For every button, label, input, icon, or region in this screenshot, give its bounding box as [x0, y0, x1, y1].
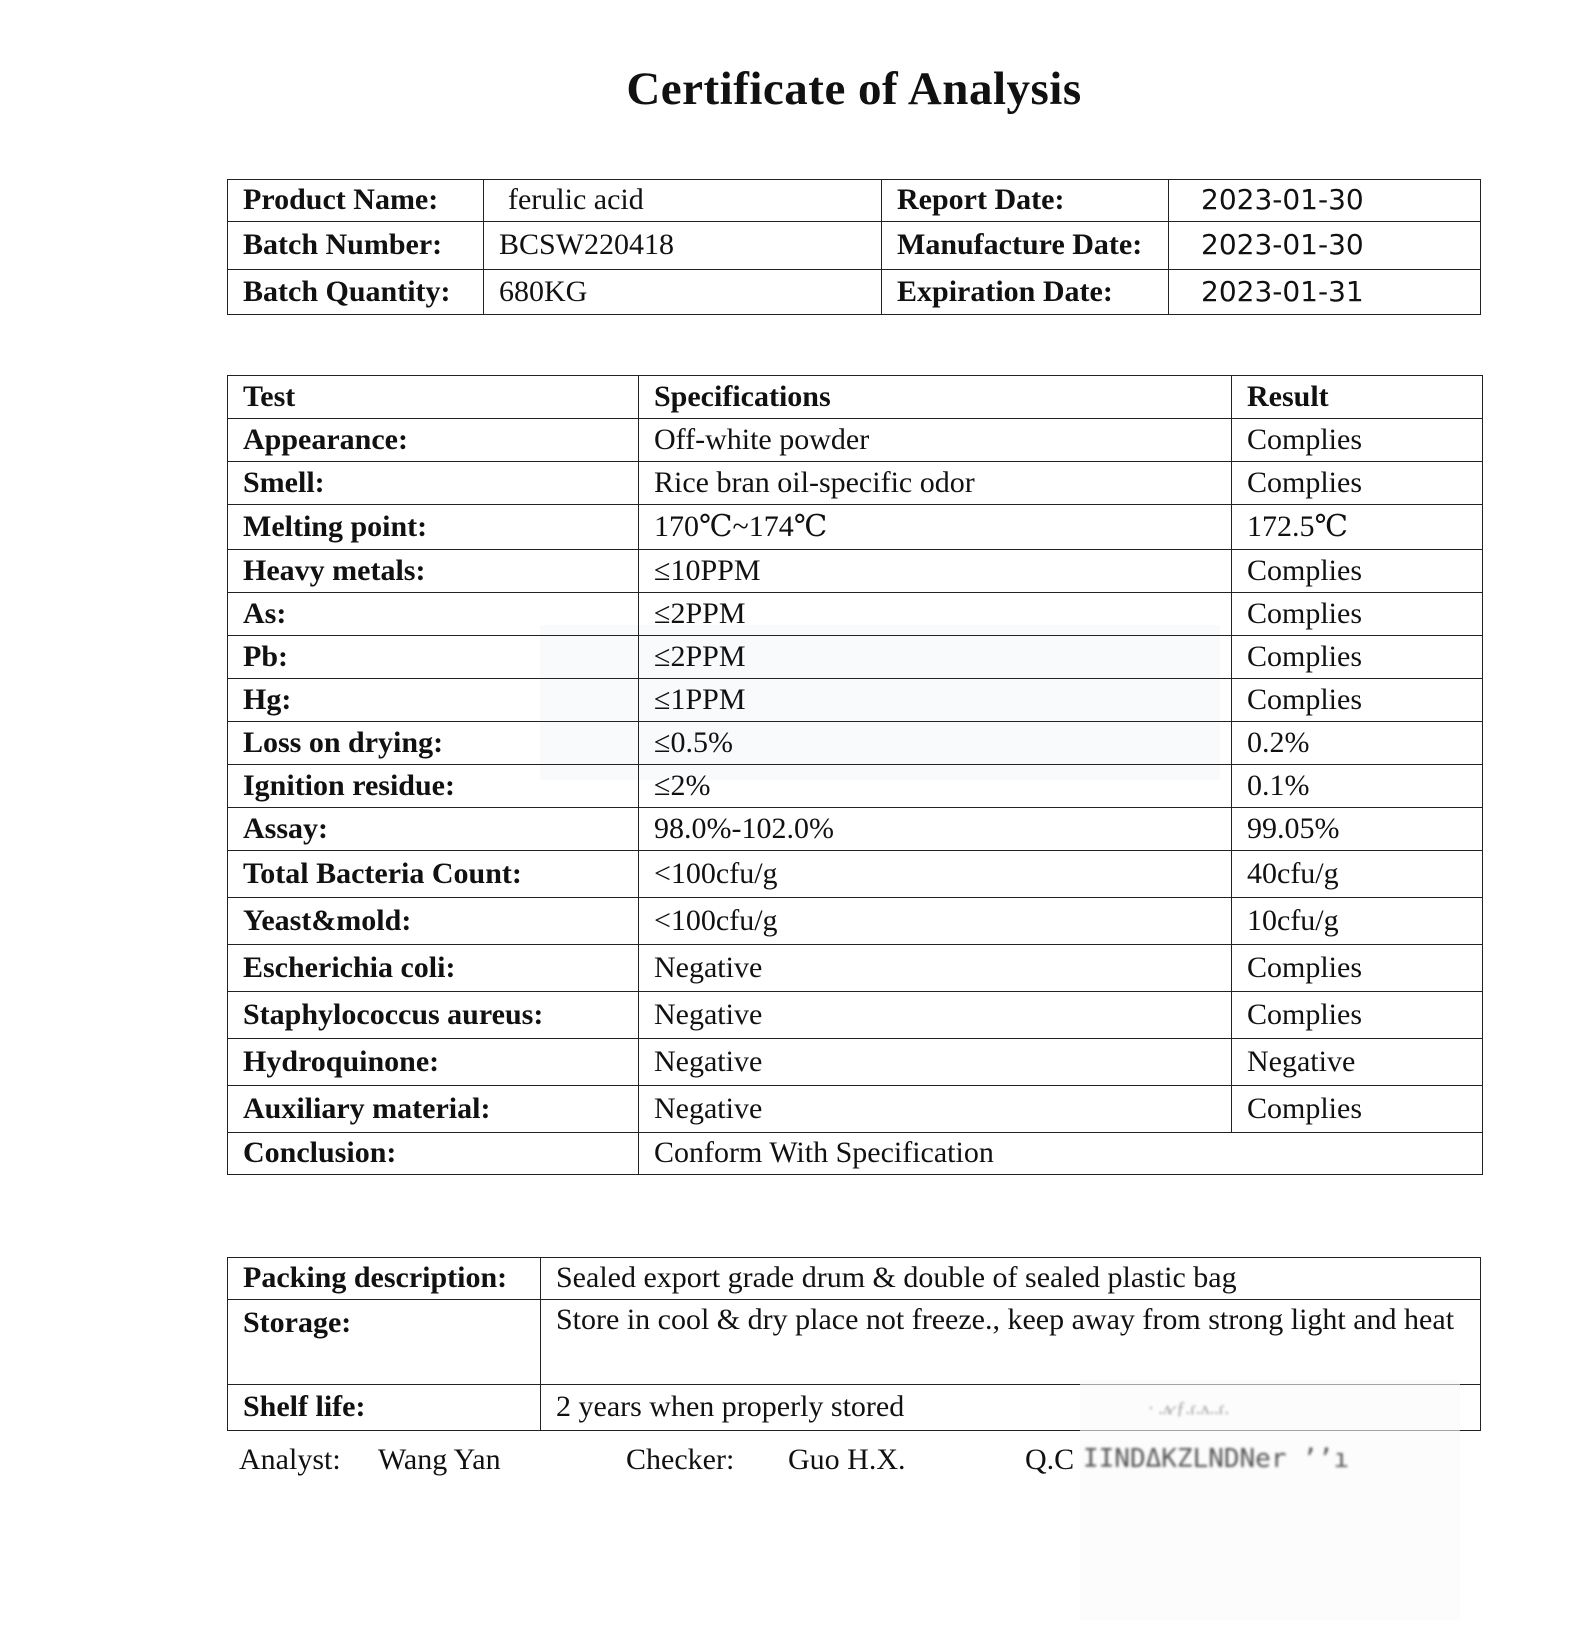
- shelf-life-signature: · .ʌ̷ ƒ.ɾ.ʌ..ɾ.: [1148, 1398, 1229, 1418]
- info-label: Manufacture Date:: [882, 222, 1169, 270]
- table-row: [228, 851, 1483, 898]
- test-spec: ≤1PPM: [639, 679, 1232, 722]
- table-row: [228, 765, 1483, 808]
- table-row: [228, 1039, 1483, 1086]
- test-spec: Negative: [639, 1086, 1232, 1133]
- table-row: [228, 593, 1483, 636]
- test-name: Yeast&mold:: [228, 898, 639, 945]
- test-name: Staphylococcus aureus:: [228, 992, 639, 1039]
- test-result: Complies: [1232, 550, 1483, 593]
- test-spec: ≤2PPM: [639, 593, 1232, 636]
- test-spec: Negative: [639, 1039, 1232, 1086]
- test-result: Complies: [1232, 462, 1483, 505]
- test-name: Auxiliary material:: [228, 1086, 639, 1133]
- batch-quantity-value: 680KG: [484, 270, 882, 315]
- test-result: 172.5℃: [1232, 505, 1483, 550]
- test-spec: <100cfu/g: [639, 898, 1232, 945]
- signature-stamp-area: [1080, 1380, 1460, 1620]
- table-row: [228, 505, 1483, 550]
- column-header: Test: [228, 376, 639, 419]
- test-result: 10cfu/g: [1232, 898, 1483, 945]
- test-name: Heavy metals:: [228, 550, 639, 593]
- test-spec: ≤2%: [639, 765, 1232, 808]
- manufacture-date-value: 2023-01-30: [1169, 222, 1481, 270]
- test-name: As:: [228, 593, 639, 636]
- table-row: [228, 722, 1483, 765]
- conclusion-label: Conclusion:: [228, 1133, 639, 1175]
- info-label: Product Name:: [228, 180, 484, 222]
- test-result: Complies: [1232, 679, 1483, 722]
- packing-label: Packing description:: [228, 1258, 541, 1300]
- test-name: Assay:: [228, 808, 639, 851]
- test-result: 0.1%: [1232, 765, 1483, 808]
- test-spec: 98.0%-102.0%: [639, 808, 1232, 851]
- test-spec: Off-white powder: [639, 419, 1232, 462]
- test-name: Smell:: [228, 462, 639, 505]
- storage-row: [228, 1300, 1481, 1385]
- info-label: Expiration Date:: [882, 270, 1169, 315]
- table-row: [228, 679, 1483, 722]
- qc-label: Q.C: [1025, 1443, 1075, 1476]
- conclusion-row: [228, 1133, 1483, 1175]
- test-result: 99.05%: [1232, 808, 1483, 851]
- test-results-table: [227, 375, 1483, 1175]
- table-row: [228, 992, 1483, 1039]
- storage-label: Storage:: [228, 1300, 541, 1385]
- test-spec: Rice bran oil-specific odor: [639, 462, 1232, 505]
- analyst-label: Analyst:: [239, 1443, 341, 1476]
- column-header: Result: [1232, 376, 1483, 419]
- batch-number-value: BCSW220418: [484, 222, 882, 270]
- header-row: [228, 376, 1483, 419]
- test-spec: ≤10PPM: [639, 550, 1232, 593]
- table-row: [228, 1086, 1483, 1133]
- test-result: Complies: [1232, 593, 1483, 636]
- analyst-name: Wang Yan: [378, 1443, 501, 1476]
- test-result: Complies: [1232, 1086, 1483, 1133]
- test-spec: Negative: [639, 992, 1232, 1039]
- product-name-value: ferulic acid: [484, 180, 882, 222]
- checker-name: Guo H.X.: [788, 1443, 906, 1476]
- packing-row: [228, 1258, 1481, 1300]
- table-row: [228, 550, 1483, 593]
- info-label: Batch Quantity:: [228, 270, 484, 315]
- test-name: Escherichia coli:: [228, 945, 639, 992]
- packing-value: Sealed export grade drum & double of sealed plastic bag: [541, 1258, 1481, 1300]
- table-row: [228, 898, 1483, 945]
- test-result: 0.2%: [1232, 722, 1483, 765]
- info-label: Report Date:: [882, 180, 1169, 222]
- table-row: [228, 945, 1483, 992]
- table-row: [228, 636, 1483, 679]
- test-name: Pb:: [228, 636, 639, 679]
- info-row: [228, 222, 1481, 270]
- info-label: Batch Number:: [228, 222, 484, 270]
- column-header: Specifications: [639, 376, 1232, 419]
- test-result: Complies: [1232, 636, 1483, 679]
- test-spec: ≤2PPM: [639, 636, 1232, 679]
- report-date-value: 2023-01-30: [1169, 180, 1481, 222]
- expiration-date-value: 2023-01-31: [1169, 270, 1481, 315]
- test-result: Negative: [1232, 1039, 1483, 1086]
- test-result: Complies: [1232, 945, 1483, 992]
- test-result: Complies: [1232, 419, 1483, 462]
- info-row: [228, 270, 1481, 315]
- test-name: Melting point:: [228, 505, 639, 550]
- test-name: Ignition residue:: [228, 765, 639, 808]
- test-name: Hg:: [228, 679, 639, 722]
- test-name: Loss on drying:: [228, 722, 639, 765]
- checker-label: Checker:: [626, 1443, 735, 1476]
- test-spec: ≤0.5%: [639, 722, 1232, 765]
- table-row: [228, 462, 1483, 505]
- product-info-table: [227, 179, 1481, 315]
- conclusion-value: Conform With Specification: [639, 1133, 1483, 1175]
- test-spec: Negative: [639, 945, 1232, 992]
- storage-value: Store in cool & dry place not freeze., keep away from strong light and heat: [541, 1300, 1481, 1385]
- test-result: Complies: [1232, 992, 1483, 1039]
- info-row: [228, 180, 1481, 222]
- shelf-life-label: Shelf life:: [228, 1385, 541, 1431]
- test-result: 40cfu/g: [1232, 851, 1483, 898]
- test-name: Hydroquinone:: [228, 1039, 639, 1086]
- page-title: Certificate of Analysis: [626, 63, 1082, 115]
- test-spec: <100cfu/g: [639, 851, 1232, 898]
- qc-signature: ΙΙΝDΔΚΖLΝDΝеr ʼʼı: [1083, 1444, 1350, 1474]
- table-row: [228, 419, 1483, 462]
- test-spec: 170℃~174℃: [639, 505, 1232, 550]
- table-row: [228, 808, 1483, 851]
- test-name: Total Bacteria Count:: [228, 851, 639, 898]
- shelf-life-value: 2 years when properly stored: [541, 1385, 1481, 1431]
- test-name: Appearance:: [228, 419, 639, 462]
